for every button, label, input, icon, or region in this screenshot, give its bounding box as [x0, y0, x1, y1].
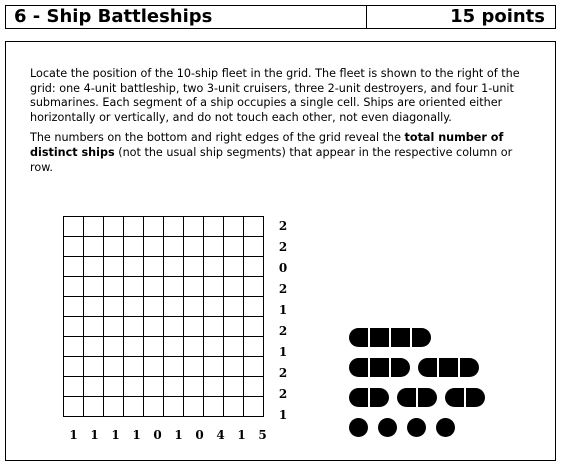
ship-1-unit [378, 418, 397, 437]
grid-row [64, 377, 264, 397]
ship-segment-divider [389, 328, 391, 347]
grid-cell[interactable] [104, 377, 124, 397]
grid-cell[interactable] [164, 257, 184, 277]
ship-2-unit [349, 388, 389, 407]
grid-cell[interactable] [84, 217, 104, 237]
column-clue: 0 [195, 428, 204, 442]
grid-cell[interactable] [124, 257, 144, 277]
grid-row [64, 277, 264, 297]
grid-row [64, 257, 264, 277]
grid-cell[interactable] [104, 217, 124, 237]
grid-cell[interactable] [144, 397, 164, 417]
grid-cell[interactable] [244, 397, 264, 417]
column-clue: 0 [153, 428, 162, 442]
grid-cell[interactable] [164, 317, 184, 337]
grid-cell[interactable] [224, 257, 244, 277]
grid-cell[interactable] [144, 377, 164, 397]
grid-cell[interactable] [84, 377, 104, 397]
grid-cell[interactable] [244, 357, 264, 377]
grid-cell[interactable] [204, 217, 224, 237]
grid-cell[interactable] [244, 317, 264, 337]
grid-cell[interactable] [124, 237, 144, 257]
grid-cell[interactable] [244, 217, 264, 237]
column-clue: 1 [111, 428, 120, 442]
row-clues [276, 216, 292, 426]
description-paragraph-2 [30, 131, 535, 175]
grid-cell[interactable] [64, 237, 84, 257]
grid-cell[interactable] [64, 277, 84, 297]
grid-cell[interactable] [144, 217, 164, 237]
ship-segment-divider [416, 388, 418, 407]
grid-cell[interactable] [104, 297, 124, 317]
grid-row [64, 237, 264, 257]
grid-cell[interactable] [244, 237, 264, 257]
grid-cell[interactable] [184, 237, 204, 257]
grid-cell[interactable] [224, 317, 244, 337]
grid-cell[interactable] [144, 257, 164, 277]
grid-cell[interactable] [244, 257, 264, 277]
description-paragraph-1: Locate the position of the 10-ship fleet in the grid. The fleet is shown to the right of the grid: one 4-unit battleship, two 3-unit cruisers, three 2-unit destroyers, and four 1-unit submarines. Each segment of a ship occupies a single cell. Ships are oriented either horizontally or vertically, and do not touch each other, not even diagonally. [30, 67, 520, 124]
grid-cell[interactable] [84, 297, 104, 317]
grid-cell[interactable] [244, 297, 264, 317]
grid-cell[interactable] [184, 277, 204, 297]
grid-cell[interactable] [164, 237, 184, 257]
ship-segment-divider [410, 328, 412, 347]
grid-cell[interactable] [224, 377, 244, 397]
column-clue: 1 [174, 428, 183, 442]
grid-cell[interactable] [184, 257, 204, 277]
row-clue: 2 [278, 387, 288, 401]
ship-4-unit [349, 328, 431, 347]
row-clue: 1 [278, 345, 288, 359]
grid-cell[interactable] [144, 357, 164, 377]
grid-cell[interactable] [204, 277, 224, 297]
paragraph-2-emphasis: total number of distinct ships [30, 131, 504, 159]
grid-cell[interactable] [244, 277, 264, 297]
grid-cell[interactable] [204, 297, 224, 317]
grid-cell[interactable] [64, 257, 84, 277]
grid-cell[interactable] [144, 237, 164, 257]
column-clue: 1 [90, 428, 99, 442]
puzzle-panel [5, 41, 556, 461]
grid-cell[interactable] [184, 337, 204, 357]
ship-segment-divider [368, 358, 370, 377]
grid-row [64, 357, 264, 377]
grid-cell[interactable] [124, 317, 144, 337]
grid-cell[interactable] [184, 317, 204, 337]
column-clue: 1 [237, 428, 246, 442]
grid-row [64, 217, 264, 237]
ship-3-unit [349, 358, 410, 377]
grid-cell[interactable] [184, 397, 204, 417]
grid-cell[interactable] [124, 217, 144, 237]
grid-cell[interactable] [164, 337, 184, 357]
grid-cell[interactable] [64, 397, 84, 417]
ship-3-unit [418, 358, 479, 377]
ship-2-unit [397, 388, 437, 407]
row-clue: 1 [278, 303, 288, 317]
grid-cell[interactable] [164, 377, 184, 397]
grid-cell[interactable] [144, 277, 164, 297]
grid-cell[interactable] [64, 317, 84, 337]
grid-cell[interactable] [244, 337, 264, 357]
grid-cell[interactable] [144, 317, 164, 337]
puzzle-description [30, 67, 535, 181]
grid-cell[interactable] [84, 397, 104, 417]
row-clue: 2 [278, 324, 288, 338]
grid-cell[interactable] [104, 277, 124, 297]
grid-cell[interactable] [184, 217, 204, 237]
grid-cell[interactable] [124, 277, 144, 297]
grid-cell[interactable] [84, 337, 104, 357]
puzzle-points: 15 points [450, 6, 545, 27]
grid-cell[interactable] [224, 337, 244, 357]
grid-cell[interactable] [224, 217, 244, 237]
grid-row [64, 397, 264, 417]
ship-segment-divider [464, 388, 466, 407]
puzzle-grid [63, 216, 264, 417]
grid-cell[interactable] [104, 237, 124, 257]
grid-cell[interactable] [104, 397, 124, 417]
grid-cell[interactable] [64, 217, 84, 237]
grid-cell[interactable] [204, 377, 224, 397]
grid-cell[interactable] [204, 257, 224, 277]
grid-cell[interactable] [164, 397, 184, 417]
grid-cell[interactable] [64, 357, 84, 377]
ship-1-unit [349, 418, 368, 437]
grid-cell[interactable] [124, 357, 144, 377]
grid-cell[interactable] [224, 297, 244, 317]
grid-cell[interactable] [204, 337, 224, 357]
row-clue: 2 [278, 282, 288, 296]
grid-cell[interactable] [104, 357, 124, 377]
column-clues [63, 428, 273, 444]
grid-cell[interactable] [204, 397, 224, 417]
ship-segment-divider [368, 388, 370, 407]
grid-row [64, 297, 264, 317]
row-clue: 2 [278, 366, 288, 380]
ship-segment-divider [389, 358, 391, 377]
ship-segment-divider [368, 328, 370, 347]
grid-row [64, 337, 264, 357]
grid-row [64, 317, 264, 337]
grid-cell[interactable] [224, 397, 244, 417]
grid-cell[interactable] [224, 277, 244, 297]
paragraph-2-text-end: (not the usual ship segments) that appear in the respective column or row. [30, 145, 513, 174]
grid-cell[interactable] [204, 357, 224, 377]
ship-1-unit [436, 418, 455, 437]
grid-cell[interactable] [164, 297, 184, 317]
grid-cell[interactable] [124, 397, 144, 417]
grid-cell[interactable] [84, 257, 104, 277]
grid-cell[interactable] [64, 337, 84, 357]
row-clue: 2 [278, 240, 288, 254]
grid-cell[interactable] [64, 297, 84, 317]
grid-cell[interactable] [164, 277, 184, 297]
grid-cell[interactable] [84, 237, 104, 257]
grid-cell[interactable] [124, 377, 144, 397]
row-clue: 1 [278, 408, 288, 422]
row-clue: 2 [278, 219, 288, 233]
ship-1-unit [407, 418, 426, 437]
grid-cell[interactable] [84, 357, 104, 377]
grid-cell[interactable] [144, 297, 164, 317]
grid-cell[interactable] [204, 317, 224, 337]
grid-cell[interactable] [224, 357, 244, 377]
grid-cell[interactable] [124, 297, 144, 317]
grid-cell[interactable] [204, 237, 224, 257]
paragraph-2-text: The numbers on the bottom and right edges of the grid reveal the [30, 131, 405, 145]
grid-cell[interactable] [64, 377, 84, 397]
column-clue: 1 [132, 428, 141, 442]
fleet-legend [349, 328, 509, 440]
grid-cell[interactable] [84, 277, 104, 297]
grid-cell[interactable] [164, 357, 184, 377]
grid-cell[interactable] [104, 337, 124, 357]
grid-cell[interactable] [104, 257, 124, 277]
grid-cell[interactable] [124, 337, 144, 357]
grid-cell[interactable] [144, 337, 164, 357]
grid-cell[interactable] [184, 297, 204, 317]
grid-cell[interactable] [184, 357, 204, 377]
grid-cell[interactable] [224, 237, 244, 257]
puzzle-header [5, 5, 556, 29]
grid-cell[interactable] [164, 217, 184, 237]
column-clue: 5 [258, 428, 267, 442]
ship-segment-divider [437, 358, 439, 377]
grid-cell[interactable] [84, 317, 104, 337]
grid-cell[interactable] [104, 317, 124, 337]
ship-2-unit [445, 388, 485, 407]
column-clue: 1 [69, 428, 78, 442]
column-clue: 4 [216, 428, 225, 442]
grid-cell[interactable] [244, 377, 264, 397]
puzzle-title: 6 - Ship Battleships [6, 6, 367, 28]
ship-segment-divider [458, 358, 460, 377]
grid-cell[interactable] [184, 377, 204, 397]
row-clue: 0 [278, 261, 288, 275]
